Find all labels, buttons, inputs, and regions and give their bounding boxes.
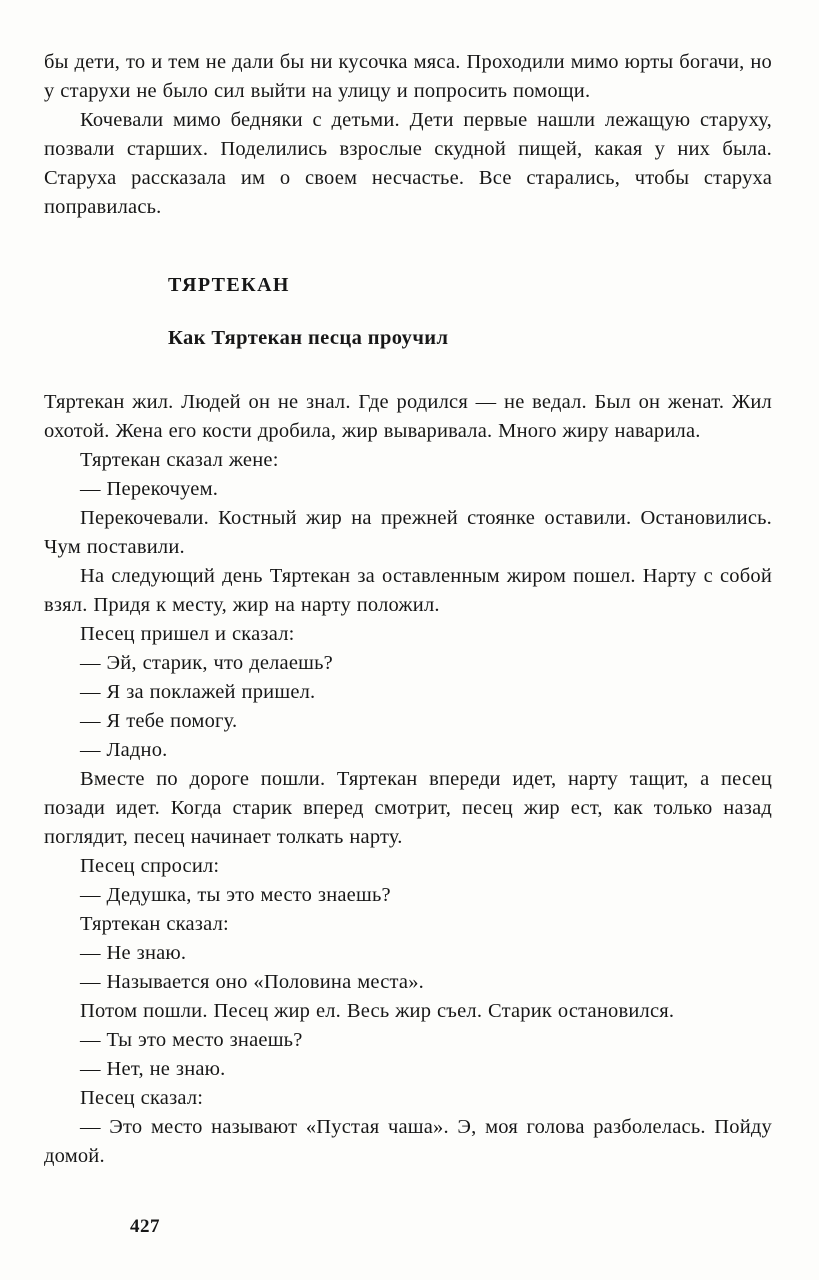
paragraph-continued: бы дети, то и тем не дали бы ни кусочка мяса. Проходили мимо юрты богачи, но у старухи не было сил выйти на улицу и попросить помощи. [44, 51, 772, 102]
story-dialog-line: — Перекочуем. [80, 478, 219, 500]
story-dialog-line: — Не знаю. [80, 942, 187, 964]
story-dialog-line: — Эй, старик, что делаешь? [80, 652, 333, 674]
story-subtitle: Как Тяртекан песца проучил [168, 327, 449, 349]
paragraph-kochevali: Кочевали мимо бедняки с детьми. Дети первые нашли лежащую старуху, позвали старших. Поделились взрослые скудной пищей, какая у них была. Старуха рассказала им о своем несчастье. Все старались, чтобы старуха поправилась. [44, 109, 772, 218]
story-dialog-line: — Нет, не знаю. [80, 1058, 226, 1080]
story-paragraph: Тяртекан сказал жене: [80, 449, 279, 471]
story-dialog-line: — Я за поклажей пришел. [80, 681, 316, 703]
story-paragraph: Песец сказал: [80, 1087, 204, 1109]
story-title: ТЯРТЕКАН [168, 274, 290, 296]
page-number: 427 [130, 1216, 160, 1237]
page-text-column [44, 48, 772, 1171]
story-paragraph: Тяртекан сказал: [80, 913, 229, 935]
story-paragraph: На следующий день Тяртекан за оставленным жиром пошел. Нарту с собой взял. Придя к месту, жир на нарту положил. [44, 565, 772, 616]
story-paragraph: Тяртекан жил. Людей он не знал. Где родился — не ведал. Был он женат. Жил охотой. Жена его кости дробила, жир вываривала. Много жиру наварила. [44, 391, 772, 442]
story-dialog-line: — Называется оно «Половина места». [80, 971, 424, 993]
story-body [44, 388, 772, 1171]
story-paragraph: — Это место называют «Пустая чаша». Э, моя голова разболелась. Пойду домой. [44, 1116, 772, 1167]
story-paragraph: Вместе по дороге пошли. Тяртекан впереди идет, нарту тащит, а песец позади идет. Когда старик вперед смотрит, песец жир ест, как только назад поглядит, песец начинает толкать нарту. [44, 768, 772, 848]
story-dialog-line: — Ладно. [80, 739, 168, 761]
story-paragraph: Перекочевали. Костный жир на прежней стоянке оставили. Остановились. Чум поставили. [44, 507, 772, 558]
story-dialog-line: — Я тебе помогу. [80, 710, 238, 732]
story-paragraph: Потом пошли. Песец жир ел. Весь жир съел. Старик остановился. [80, 1000, 675, 1022]
story-dialog-line: — Ты это место знаешь? [80, 1029, 303, 1051]
story-paragraph: Песец пришел и сказал: [80, 623, 295, 645]
story-paragraph: Песец спросил: [80, 855, 220, 877]
story-dialog-line: — Дедушка, ты это место знаешь? [80, 884, 391, 906]
